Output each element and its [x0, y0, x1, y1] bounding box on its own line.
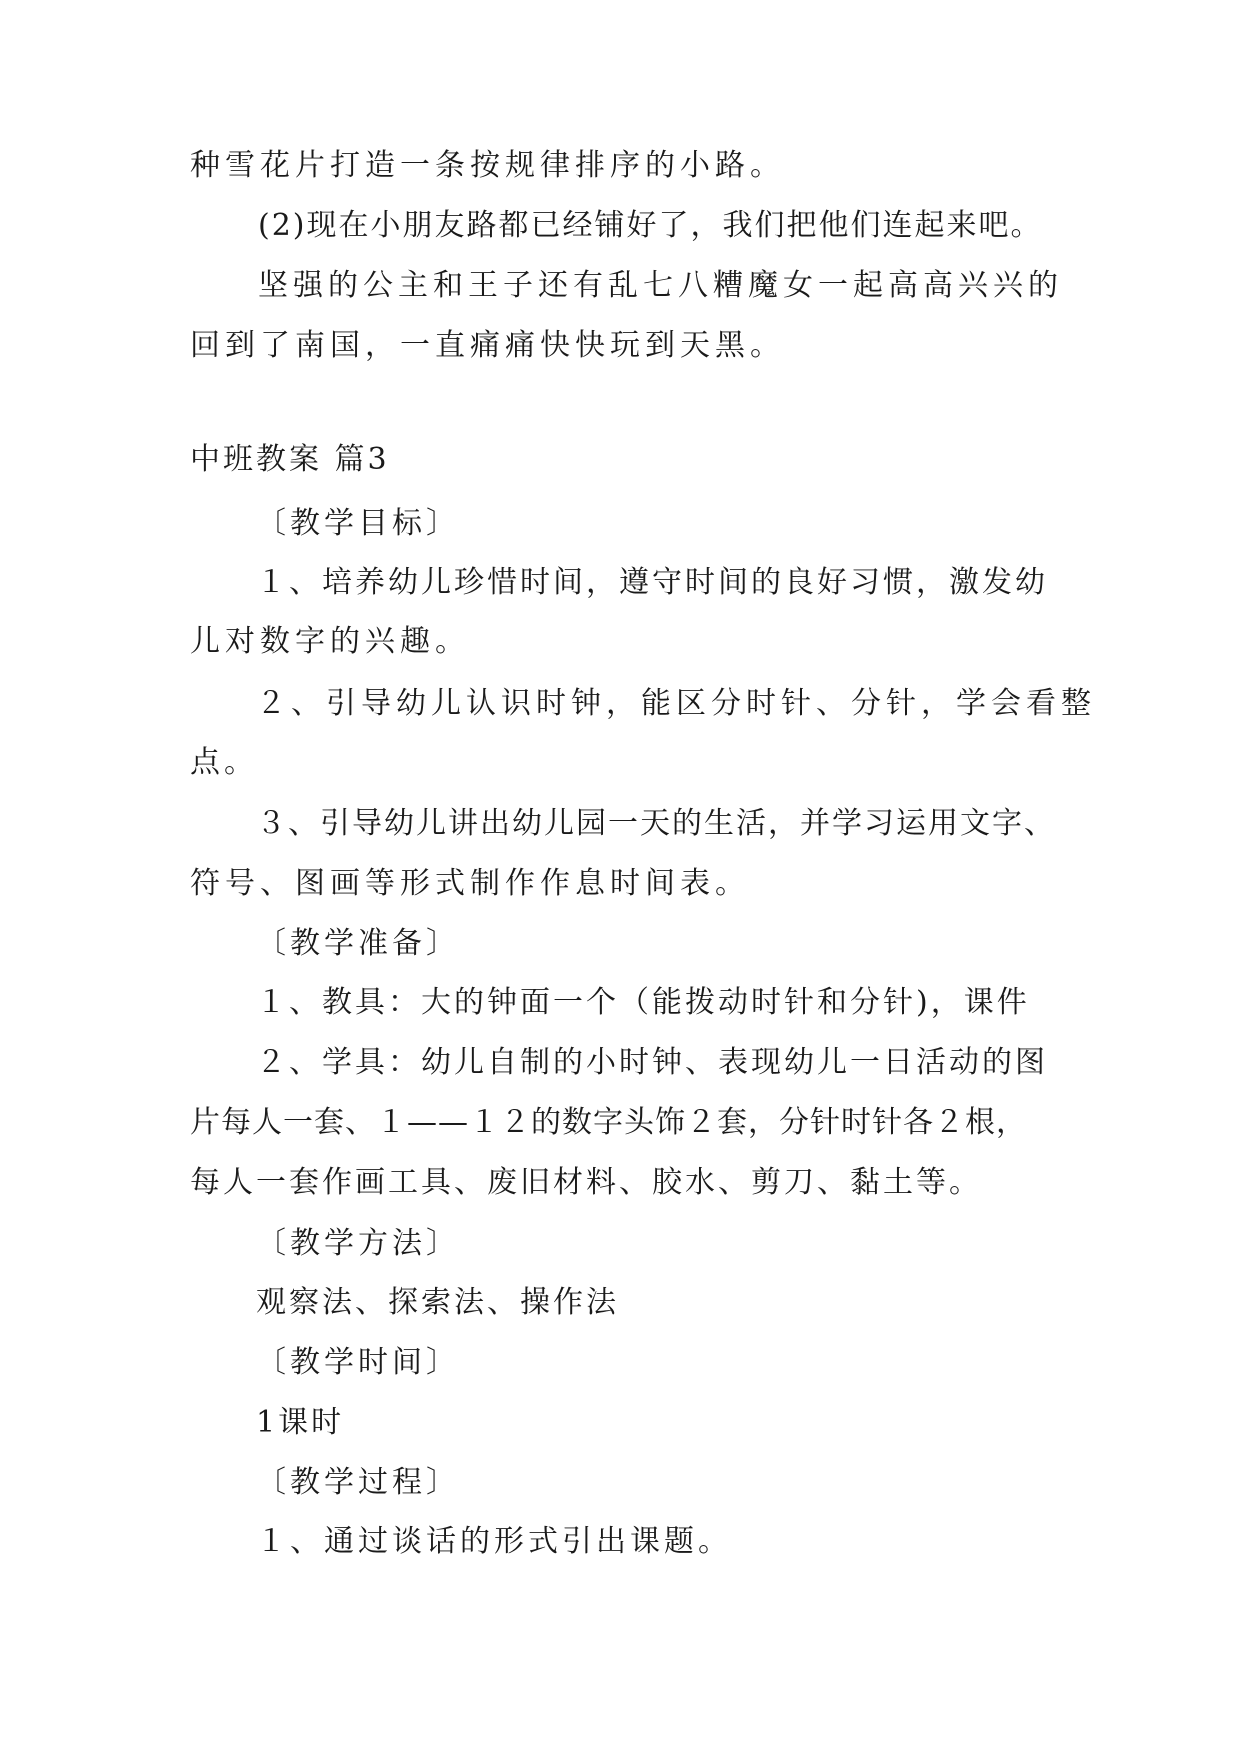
paragraph-line-ending-1: 坚强的公主和王子还有乱七八糟魔女一起高高兴兴的 — [258, 268, 1063, 303]
paragraph-line-ending-2: 回到了南国，一直痛痛快快玩到天黑。 — [190, 328, 785, 363]
heading-teaching-methods: 〔教学方法〕 — [256, 1226, 460, 1261]
preparation-1: １、教具：大的钟面一个（能拨动时针和分针)，课件 — [256, 985, 1030, 1020]
heading-teaching-time: 〔教学时间〕 — [256, 1345, 460, 1380]
heading-teaching-process: 〔教学过程〕 — [256, 1465, 460, 1500]
heading-teaching-preparation: 〔教学准备〕 — [256, 926, 460, 961]
preparation-2-line-2: 片每人一套、１——１２的数字头饰２套，分针时针各２根， — [190, 1105, 1027, 1140]
paragraph-line-continuation: 种雪花片打造一条按规律排序的小路。 — [190, 148, 785, 183]
goal-3-line-2: 符号、图画等形式制作作息时间表。 — [190, 866, 750, 901]
preparation-2-line-1: ２、学具：幼儿自制的小时钟、表现幼儿一日活动的图 — [256, 1045, 1048, 1080]
process-step-1: １、通过谈话的形式引出课题。 — [256, 1524, 732, 1559]
goal-2-line-2: 点。 — [190, 745, 258, 780]
heading-teaching-goals: 〔教学目标〕 — [256, 506, 460, 541]
section-heading: 中班教案 篇3 — [190, 442, 390, 477]
paragraph-line-step-2: (2)现在小朋友路都已经铺好了，我们把他们连起来吧。 — [258, 208, 1043, 243]
teaching-methods: 观察法、探索法、操作法 — [256, 1285, 619, 1320]
teaching-time: 1课时 — [256, 1405, 345, 1440]
goal-1-line-2: 儿对数字的兴趣。 — [190, 624, 470, 659]
goal-1-line-1: １、培养幼儿珍惜时间，遵守时间的良好习惯，激发幼 — [256, 565, 1048, 600]
goal-3-line-1: ３、引导幼儿讲出幼儿园一天的生活，并学习运用文字、 — [256, 806, 1056, 841]
goal-2-line-1: ２、引导幼儿认识时钟，能区分时针、分针，学会看整 — [256, 686, 1096, 721]
preparation-2-line-3: 每人一套作画工具、废旧材料、胶水、剪刀、黏土等。 — [190, 1165, 982, 1200]
